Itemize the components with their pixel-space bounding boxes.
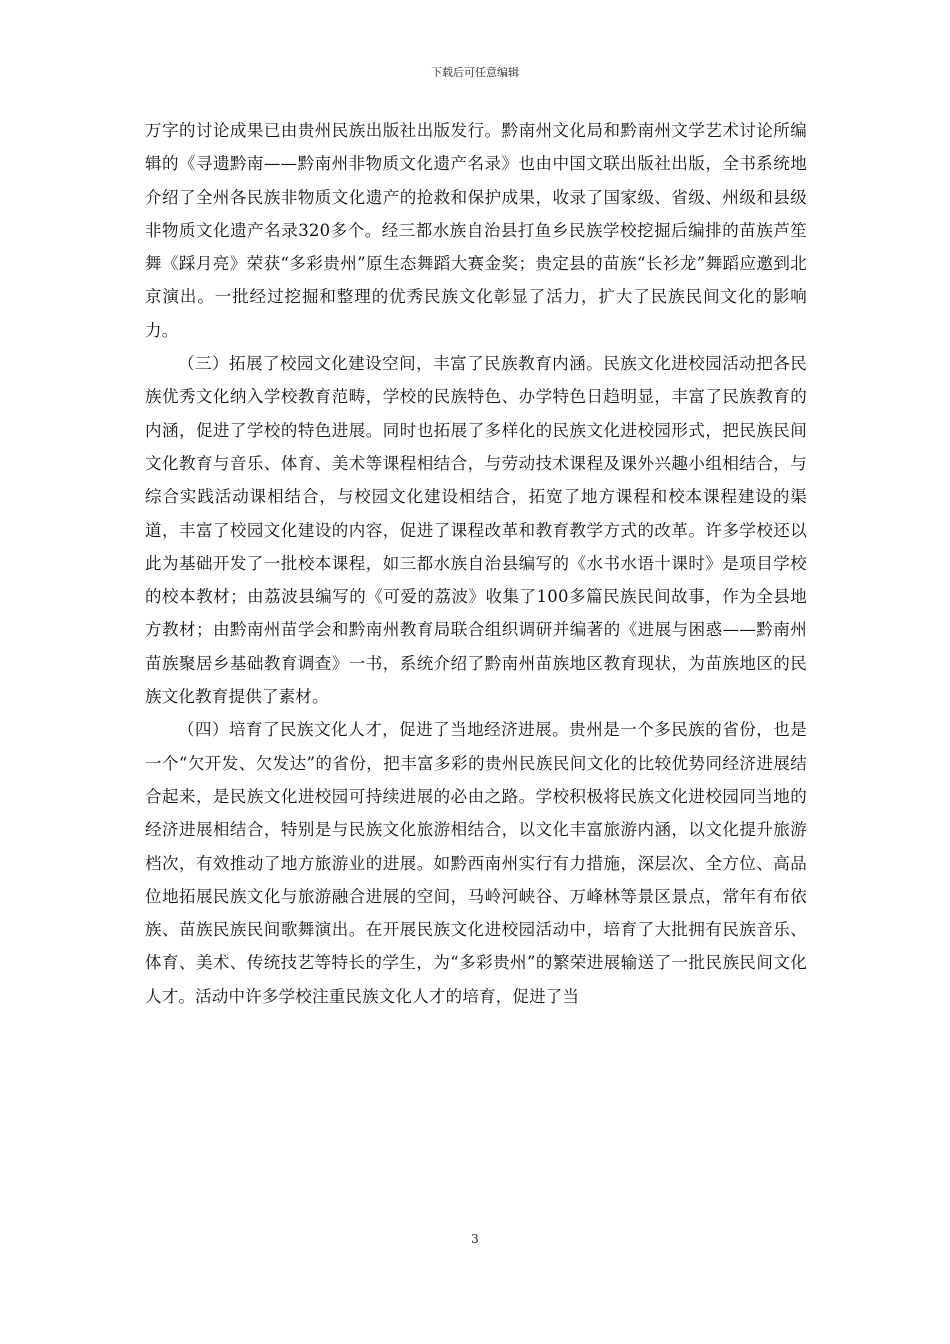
document-body (145, 114, 807, 1013)
paragraph-continuation: 万字的讨论成果已由贵州民族出版社出版发行。黔南州文化局和黔南州文学艺术讨论所编辑的《寻遗黔南——黔南州非物质文化遗产名录》也由中国文联出版社出版，全书系统地介绍了全州各民族非物质文化遗产的抢救和保护成果，收录了国家级、省级、州级和县级非物质文化遗产名录320多个。经三都水族自治县打鱼乡民族学校挖掘后编排的苗族芦笙舞《踩月亮》荣获“多彩贵州”原生态舞蹈大赛金奖；贵定县的苗族“长衫龙”舞蹈应邀到北京演出。一批经过挖掘和整理的优秀民族文化彰显了活力，扩大了民族民间文化的影响力。 (145, 121, 807, 340)
page-header: 下载后可任意编辑 (431, 66, 519, 79)
page-number: 3 (471, 1232, 479, 1246)
paragraph-section-3: （三）拓展了校园文化建设空间，丰富了民族教育内涵。民族文化进校园活动把各民族优秀文化纳入学校教育范畴，学校的民族特色、办学特色日趋明显，丰富了民族教育的内涵，促进了学校的特色进展。同时也拓展了多样化的民族文化进校园形式，把民族民间文化教育与音乐、体育、美术等课程相结合，与劳动技术课程及课外兴趣小组相结合，与综合实践活动课相结合，与校园文化建设相结合，拓宽了地方课程和校本课程建设的渠道，丰富了校园文化建设的内容，促进了课程改革和教育教学方式的改革。许多学校还以此为基础开发了一批校本课程，如三都水族自治县编写的《水书水语十课时》是项目学校的校本教材；由荔波县编写的《可爱的荔波》收集了100多篇民族民间故事，作为全县地方教材；由黔南州苗学会和黔南州教育局联合组织调研并编著的《进展与困惑——黔南州苗族聚居乡基础教育调查》一书，系统介绍了黔南州苗族地区教育现状，为苗族地区的民族文化教育提供了素材。 (145, 354, 807, 707)
paragraph-section-4: （四）培育了民族文化人才，促进了当地经济进展。贵州是一个多民族的省份，也是一个“欠开发、欠发达”的省份，把丰富多彩的贵州民族民间文化的比较优势同经济进展结合起来，是民族文化进校园可持续进展的必由之路。学校积极将民族文化进校园同当地的经济进展相结合，特别是与民族文化旅游相结合，以文化丰富旅游内涵，以文化提升旅游档次，有效推动了地方旅游业的进展。如黔西南州实行有力措施，深层次、全方位、高品位地拓展民族文化与旅游融合进展的空间，马岭河峡谷、万峰林等景区景点，常年有布依族、苗族民族民间歌舞演出。在开展民族文化进校园活动中，培育了大批拥有民族音乐、体育、美术、传统技艺等特长的学生，为“多彩贵州”的繁荣进展输送了一批民族民间文化人才。活动中许多学校注重民族文化人才的培育，促进了当 (145, 720, 807, 1006)
